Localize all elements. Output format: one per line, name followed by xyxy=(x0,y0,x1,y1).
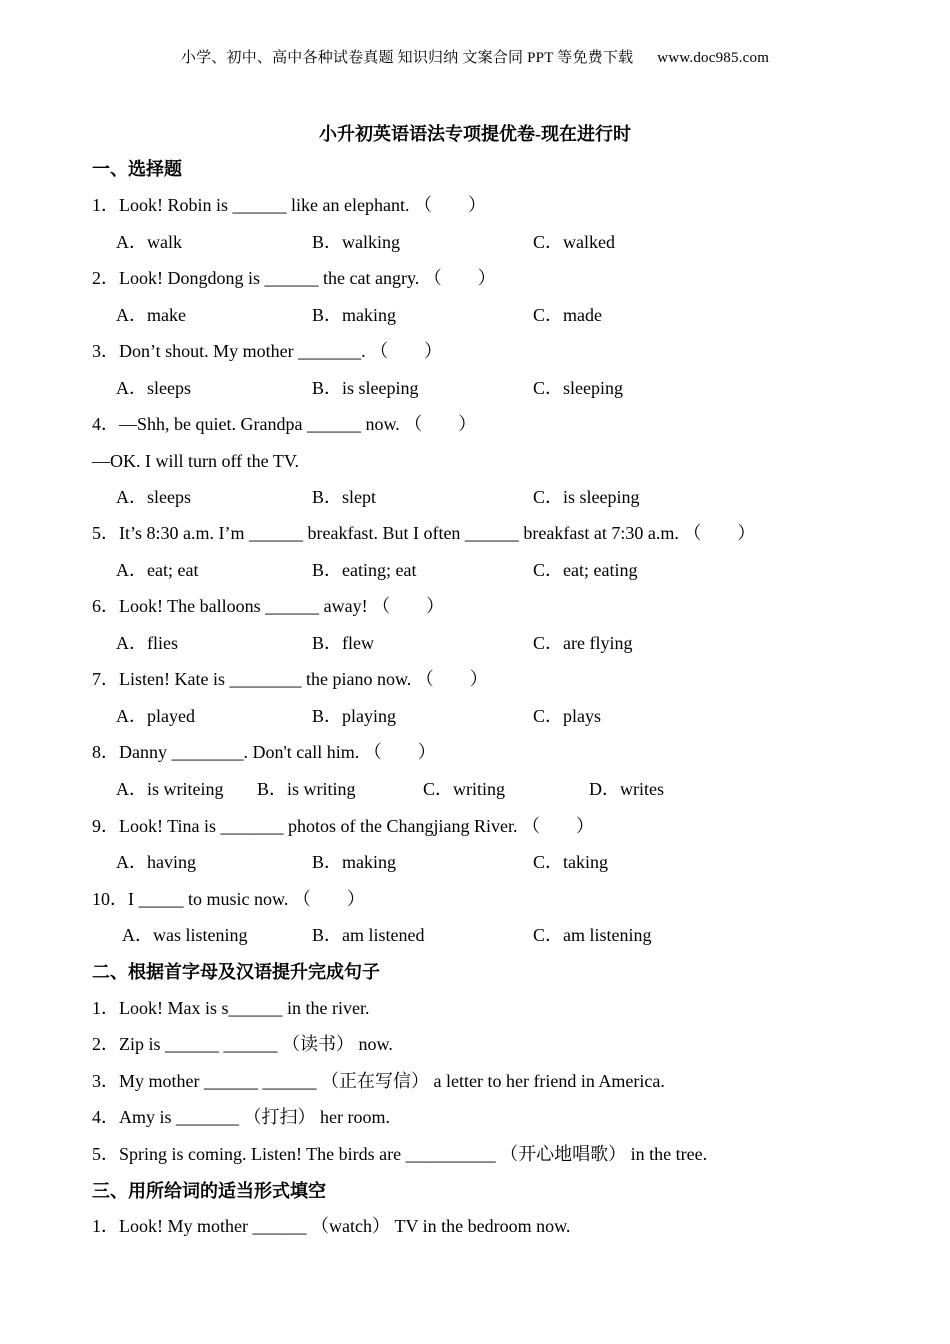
completion-item: 1．Look! Max is s______ in the river. xyxy=(92,998,370,1018)
option-c: C．am listening xyxy=(533,925,652,945)
page-title: 小升初英语语法专项提优卷-现在进行时 xyxy=(319,124,631,144)
option-a: A．sleeps xyxy=(116,378,191,398)
question-stem: 6．Look! The balloons ______ away! （ ） xyxy=(92,596,445,616)
question-stem: 7．Listen! Kate is ________ the piano now. （ ） xyxy=(92,669,488,689)
question-stem: 8．Danny ________. Don't call him. （ ） xyxy=(92,742,436,762)
page-header xyxy=(0,46,950,67)
question-stem-reply: —OK. I will turn off the TV. xyxy=(92,451,299,471)
option-b: B．am listened xyxy=(312,925,425,945)
question-stem: 1．Look! Robin is ______ like an elephant. （ ） xyxy=(92,195,486,215)
word-form-item: 1．Look! My mother ______ （watch） TV in the bedroom now. xyxy=(92,1216,571,1236)
section-heading-completion: 二、根据首字母及汉语提升完成句子 xyxy=(92,962,380,982)
question-stem: 4．—Shh, be quiet. Grandpa ______ now. （ ） xyxy=(92,414,477,434)
completion-item: 4．Amy is _______ （打扫） her room. xyxy=(92,1107,390,1127)
completion-item: 2．Zip is ______ ______ （读书） now. xyxy=(92,1034,393,1054)
option-c: C．sleeping xyxy=(533,378,623,398)
option-c: C．plays xyxy=(533,706,602,726)
option-b: B．is sleeping xyxy=(312,378,419,398)
option-c: C．writing xyxy=(423,779,506,799)
option-c: C．are flying xyxy=(533,633,633,653)
option-b: B．slept xyxy=(312,487,377,507)
option-a: A．flies xyxy=(116,633,178,653)
option-b: B．making xyxy=(312,852,396,872)
question-stem: 10．I _____ to music now. （ ） xyxy=(92,889,365,909)
option-a: A．having xyxy=(116,852,196,872)
option-c: C．eat; eating xyxy=(533,560,638,580)
option-a: A．eat; eat xyxy=(116,560,199,580)
option-a: A．was listening xyxy=(122,925,248,945)
option-b: B．eating; eat xyxy=(312,560,417,580)
option-c: C．walked xyxy=(533,232,615,252)
option-c: C．taking xyxy=(533,852,608,872)
option-a: A．sleeps xyxy=(116,487,191,507)
option-b: B．walking xyxy=(312,232,400,252)
header-text: 小学、初中、高中各种试卷真题 知识归纳 文案合同 PPT 等免费下载 xyxy=(180,50,634,66)
completion-item: 5．Spring is coming. Listen! The birds are __________ （开心地唱歌） in the tree. xyxy=(92,1144,708,1164)
option-a: A．walk xyxy=(116,232,182,252)
question-stem: 5．It’s 8:30 a.m. I’m ______ breakfast. But I often ______ breakfast at 7:30 a.m. （ ） xyxy=(92,523,756,543)
section-heading-choice: 一、选择题 xyxy=(92,159,182,179)
option-b: B．making xyxy=(312,305,396,325)
header-url[interactable]: www.doc985.com xyxy=(657,50,770,66)
option-a: A．played xyxy=(116,706,195,726)
option-d: D．writes xyxy=(589,779,664,799)
option-b: B．is writing xyxy=(257,779,356,799)
section-heading-word-form: 三、用所给词的适当形式填空 xyxy=(92,1181,326,1201)
question-stem: 2．Look! Dongdong is ______ the cat angry. （ ） xyxy=(92,268,496,288)
option-b: B．flew xyxy=(312,633,374,653)
option-c: C．is sleeping xyxy=(533,487,640,507)
question-stem: 9．Look! Tina is _______ photos of the Changjiang River. （ ） xyxy=(92,816,594,836)
option-a: A．make xyxy=(116,305,186,325)
option-b: B．playing xyxy=(312,706,396,726)
question-stem: 3．Don’t shout. My mother _______. （ ） xyxy=(92,341,443,361)
option-c: C．made xyxy=(533,305,602,325)
option-a: A．is writeing xyxy=(116,779,224,799)
completion-item: 3．My mother ______ ______ （正在写信） a letter to her friend in America. xyxy=(92,1071,665,1091)
